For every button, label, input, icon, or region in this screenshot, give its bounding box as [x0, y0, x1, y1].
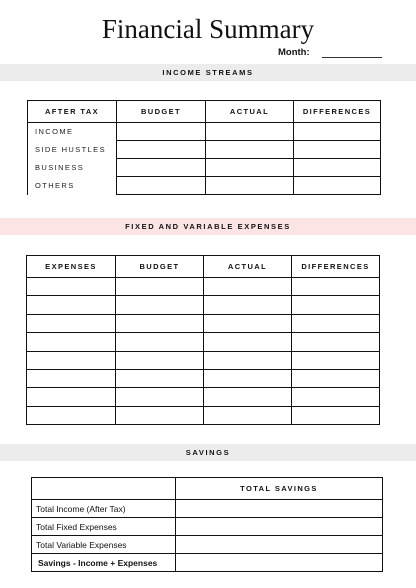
- savings-result-cell[interactable]: [176, 554, 383, 572]
- table-row: [27, 333, 380, 351]
- table-row: [27, 406, 380, 424]
- expense-actual-cell[interactable]: [204, 388, 292, 406]
- month-label: Month:: [278, 47, 310, 58]
- expense-budget-cell[interactable]: [116, 333, 204, 351]
- row-label-savings-formula: Savings - Income + Expenses: [32, 554, 176, 572]
- row-label-total-variable-expenses: Total Variable Expenses: [32, 536, 176, 554]
- income-streams-header: INCOME STREAMS: [0, 64, 416, 81]
- row-label-income: INCOME: [28, 123, 117, 141]
- side-hustles-budget-cell[interactable]: [117, 141, 206, 159]
- page-title: Financial Summary: [101, 14, 315, 44]
- expenses-table: [26, 255, 380, 425]
- table-row: [28, 159, 381, 177]
- others-difference-cell[interactable]: [294, 177, 381, 195]
- column-header-expenses: EXPENSES: [27, 256, 116, 278]
- column-header-budget: BUDGET: [116, 256, 204, 278]
- income-table: [27, 100, 381, 195]
- expenses-header: FIXED AND VARIABLE EXPENSES: [0, 218, 416, 235]
- table-row: [27, 388, 380, 406]
- row-label-total-fixed-expenses: Total Fixed Expenses: [32, 518, 176, 536]
- expense-actual-cell[interactable]: [204, 314, 292, 332]
- others-actual-cell[interactable]: [206, 177, 294, 195]
- expense-budget-cell[interactable]: [116, 369, 204, 387]
- month-field[interactable]: [322, 57, 382, 58]
- expense-actual-cell[interactable]: [204, 351, 292, 369]
- side-hustles-difference-cell[interactable]: [294, 141, 381, 159]
- table-row: [28, 123, 381, 141]
- table-row: [27, 351, 380, 369]
- table-row: [28, 177, 381, 195]
- expense-name-cell[interactable]: [27, 314, 116, 332]
- expense-name-cell[interactable]: [27, 406, 116, 424]
- expense-budget-cell[interactable]: [116, 406, 204, 424]
- table-row: [32, 554, 383, 572]
- expense-difference-cell[interactable]: [292, 278, 380, 296]
- table-row: [27, 369, 380, 387]
- total-variable-expenses-cell[interactable]: [176, 536, 383, 554]
- row-label-others: OTHERS: [28, 177, 117, 195]
- side-hustles-actual-cell[interactable]: [206, 141, 294, 159]
- table-row: [32, 500, 383, 518]
- expense-difference-cell[interactable]: [292, 406, 380, 424]
- savings-table: [31, 477, 383, 572]
- expense-budget-cell[interactable]: [116, 351, 204, 369]
- total-income-cell[interactable]: [176, 500, 383, 518]
- business-difference-cell[interactable]: [294, 159, 381, 177]
- expense-name-cell[interactable]: [27, 369, 116, 387]
- table-row: [32, 536, 383, 554]
- others-budget-cell[interactable]: [117, 177, 206, 195]
- business-budget-cell[interactable]: [117, 159, 206, 177]
- expense-difference-cell[interactable]: [292, 296, 380, 314]
- expense-actual-cell[interactable]: [204, 278, 292, 296]
- table-row: [32, 518, 383, 536]
- expense-difference-cell[interactable]: [292, 388, 380, 406]
- business-actual-cell[interactable]: [206, 159, 294, 177]
- expense-name-cell[interactable]: [27, 333, 116, 351]
- expense-name-cell[interactable]: [27, 388, 116, 406]
- total-fixed-expenses-cell[interactable]: [176, 518, 383, 536]
- expense-actual-cell[interactable]: [204, 296, 292, 314]
- savings-header: SAVINGS: [0, 444, 416, 461]
- income-budget-cell[interactable]: [117, 123, 206, 141]
- expense-difference-cell[interactable]: [292, 314, 380, 332]
- expense-difference-cell[interactable]: [292, 369, 380, 387]
- expense-difference-cell[interactable]: [292, 351, 380, 369]
- table-row: [27, 296, 380, 314]
- expense-name-cell[interactable]: [27, 296, 116, 314]
- column-header-total-savings: TOTAL SAVINGS: [176, 478, 383, 500]
- column-header-actual: ACTUAL: [204, 256, 292, 278]
- expense-actual-cell[interactable]: [204, 369, 292, 387]
- expense-budget-cell[interactable]: [116, 296, 204, 314]
- table-row: [28, 141, 381, 159]
- row-label-side-hustles: SIDE HUSTLES: [28, 141, 117, 159]
- savings-header-blank: [32, 478, 176, 500]
- expense-budget-cell[interactable]: [116, 388, 204, 406]
- expense-name-cell[interactable]: [27, 278, 116, 296]
- column-header-budget: BUDGET: [117, 101, 206, 123]
- column-header-after-tax: AFTER TAX: [28, 101, 117, 123]
- expense-name-cell[interactable]: [27, 351, 116, 369]
- expense-budget-cell[interactable]: [116, 278, 204, 296]
- income-difference-cell[interactable]: [294, 123, 381, 141]
- income-actual-cell[interactable]: [206, 123, 294, 141]
- expense-difference-cell[interactable]: [292, 333, 380, 351]
- column-header-actual: ACTUAL: [206, 101, 294, 123]
- row-label-business: BUSINESS: [28, 159, 117, 177]
- table-row: [27, 314, 380, 332]
- table-row: [27, 278, 380, 296]
- column-header-differences: DIFFERENCES: [292, 256, 380, 278]
- column-header-differences: DIFFERENCES: [294, 101, 381, 123]
- expense-budget-cell[interactable]: [116, 314, 204, 332]
- row-label-total-income: Total Income (After Tax): [32, 500, 176, 518]
- expense-actual-cell[interactable]: [204, 406, 292, 424]
- expense-actual-cell[interactable]: [204, 333, 292, 351]
